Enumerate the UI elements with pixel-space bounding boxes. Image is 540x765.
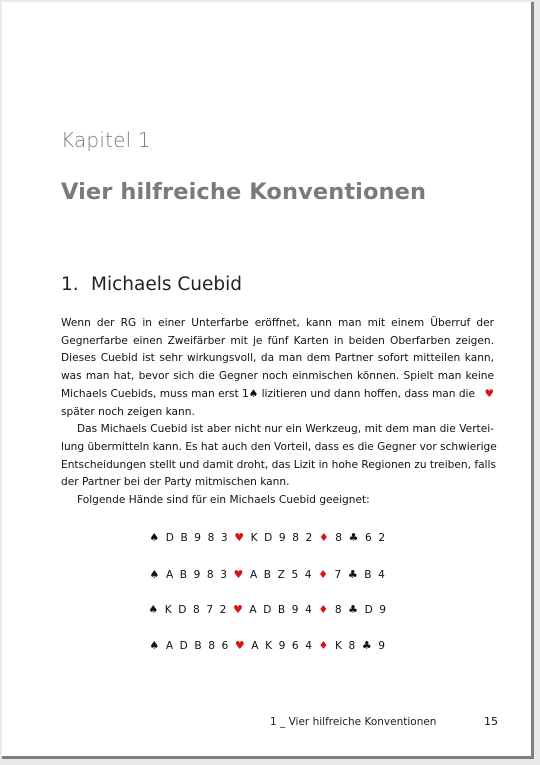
running-footer: 1 _ Vier hilfreiche Konventionen bbox=[270, 716, 437, 728]
paragraph-line: lung übermitteln kann. Es hat auch den Vorteil, dass es die Gegner vor schwierige bbox=[61, 440, 497, 453]
heart-icon: ♥ bbox=[484, 387, 494, 400]
club-cards: D 9 bbox=[364, 604, 388, 616]
diamond-cards: 7 bbox=[334, 569, 343, 581]
chapter-label: Kapitel 1 bbox=[61, 128, 151, 152]
spade-icon: ♠ bbox=[149, 531, 161, 544]
diamond-icon: ♦ bbox=[318, 603, 330, 616]
hand-row bbox=[2, 639, 534, 652]
diamond-icon: ♦ bbox=[318, 639, 331, 652]
club-cards: 6 2 bbox=[365, 532, 387, 544]
paragraph-line: Dieses Cuebid ist sehr wirkungsvoll, da man dem Partner sofort mitteilen kann, bbox=[61, 352, 494, 365]
paragraph-line: später noch zeigen kann. bbox=[61, 405, 195, 418]
book-page bbox=[2, 2, 534, 759]
chapter-title: Vier hilfreiche Konventionen bbox=[61, 179, 427, 205]
spade-cards: A B 9 8 3 bbox=[165, 569, 229, 581]
spade-cards: D B 9 8 3 bbox=[165, 532, 230, 544]
heart-icon: ♥ bbox=[234, 639, 247, 652]
diamond-cards: 8 bbox=[334, 604, 344, 616]
paragraph-line: der Partner bei der Party mitmischen kann. bbox=[61, 476, 290, 489]
spade-icon: ♠ bbox=[149, 639, 161, 652]
spade-icon: ♠ bbox=[148, 603, 160, 616]
text-fragment: lizitieren und dann hoffen, dass man die bbox=[258, 387, 476, 400]
diamond-icon: ♦ bbox=[318, 531, 331, 544]
heart-icon: ♥ bbox=[233, 568, 246, 581]
club-icon: ♣ bbox=[348, 603, 360, 616]
section-title: Michaels Cuebid bbox=[91, 274, 243, 295]
heart-cards: A K 9 6 4 bbox=[251, 640, 314, 652]
spade-cards: A D B 8 6 bbox=[165, 640, 230, 652]
heart-icon: ♥ bbox=[232, 603, 245, 616]
paragraph-line: Das Michaels Cuebid ist aber nicht nur ein Werkzeug, mit dem man die Vertei- bbox=[77, 423, 494, 436]
spade-icon: ♠ bbox=[248, 387, 259, 400]
club-cards: B 4 bbox=[364, 569, 387, 581]
paragraph-line: was man hat, bevor sich die Gegner noch einmischen können. Spielt man keine bbox=[61, 370, 494, 383]
paragraph-line: Folgende Hände sind für ein Michaels Cuebid geeignet: bbox=[77, 494, 370, 507]
hand-row bbox=[2, 531, 534, 544]
paragraph-line: Entscheidungen stellt und damit droht, das Lizit in hohe Regionen zu treiben, falls bbox=[61, 458, 496, 471]
heart-cards: A B Z 5 4 bbox=[249, 569, 314, 581]
diamond-cards: K 8 bbox=[334, 640, 357, 652]
text-fragment: Michaels Cuebids, muss man erst 1 bbox=[61, 387, 249, 400]
paragraph-line: Gegnerfarbe einen Zweifärber mit je fünf Karten in beiden Oberfarben zeigen. bbox=[61, 334, 494, 347]
spade-icon: ♠ bbox=[149, 568, 161, 581]
club-cards: 9 bbox=[378, 640, 387, 652]
heart-cards: A D B 9 4 bbox=[249, 604, 314, 616]
diamond-cards: 8 bbox=[335, 532, 344, 544]
heart-icon: ♥ bbox=[234, 531, 246, 544]
body-text bbox=[61, 315, 497, 510]
spade-cards: K D 8 7 2 bbox=[164, 604, 228, 616]
diamond-icon: ♦ bbox=[318, 568, 330, 581]
heart-cards: K D 9 8 2 bbox=[250, 532, 314, 544]
club-icon: ♣ bbox=[361, 639, 374, 652]
club-icon: ♣ bbox=[347, 568, 360, 581]
section-heading bbox=[61, 274, 242, 295]
hand-row bbox=[2, 568, 534, 581]
paragraph-line bbox=[61, 386, 494, 404]
paragraph-line: Wenn der RG in einer Unterfarbe eröffnet, kann man mit einem Überruf der bbox=[61, 317, 494, 329]
page-number: 15 bbox=[484, 715, 498, 728]
section-number: 1. bbox=[61, 274, 79, 295]
hand-row bbox=[2, 603, 534, 616]
club-icon: ♣ bbox=[348, 531, 361, 544]
